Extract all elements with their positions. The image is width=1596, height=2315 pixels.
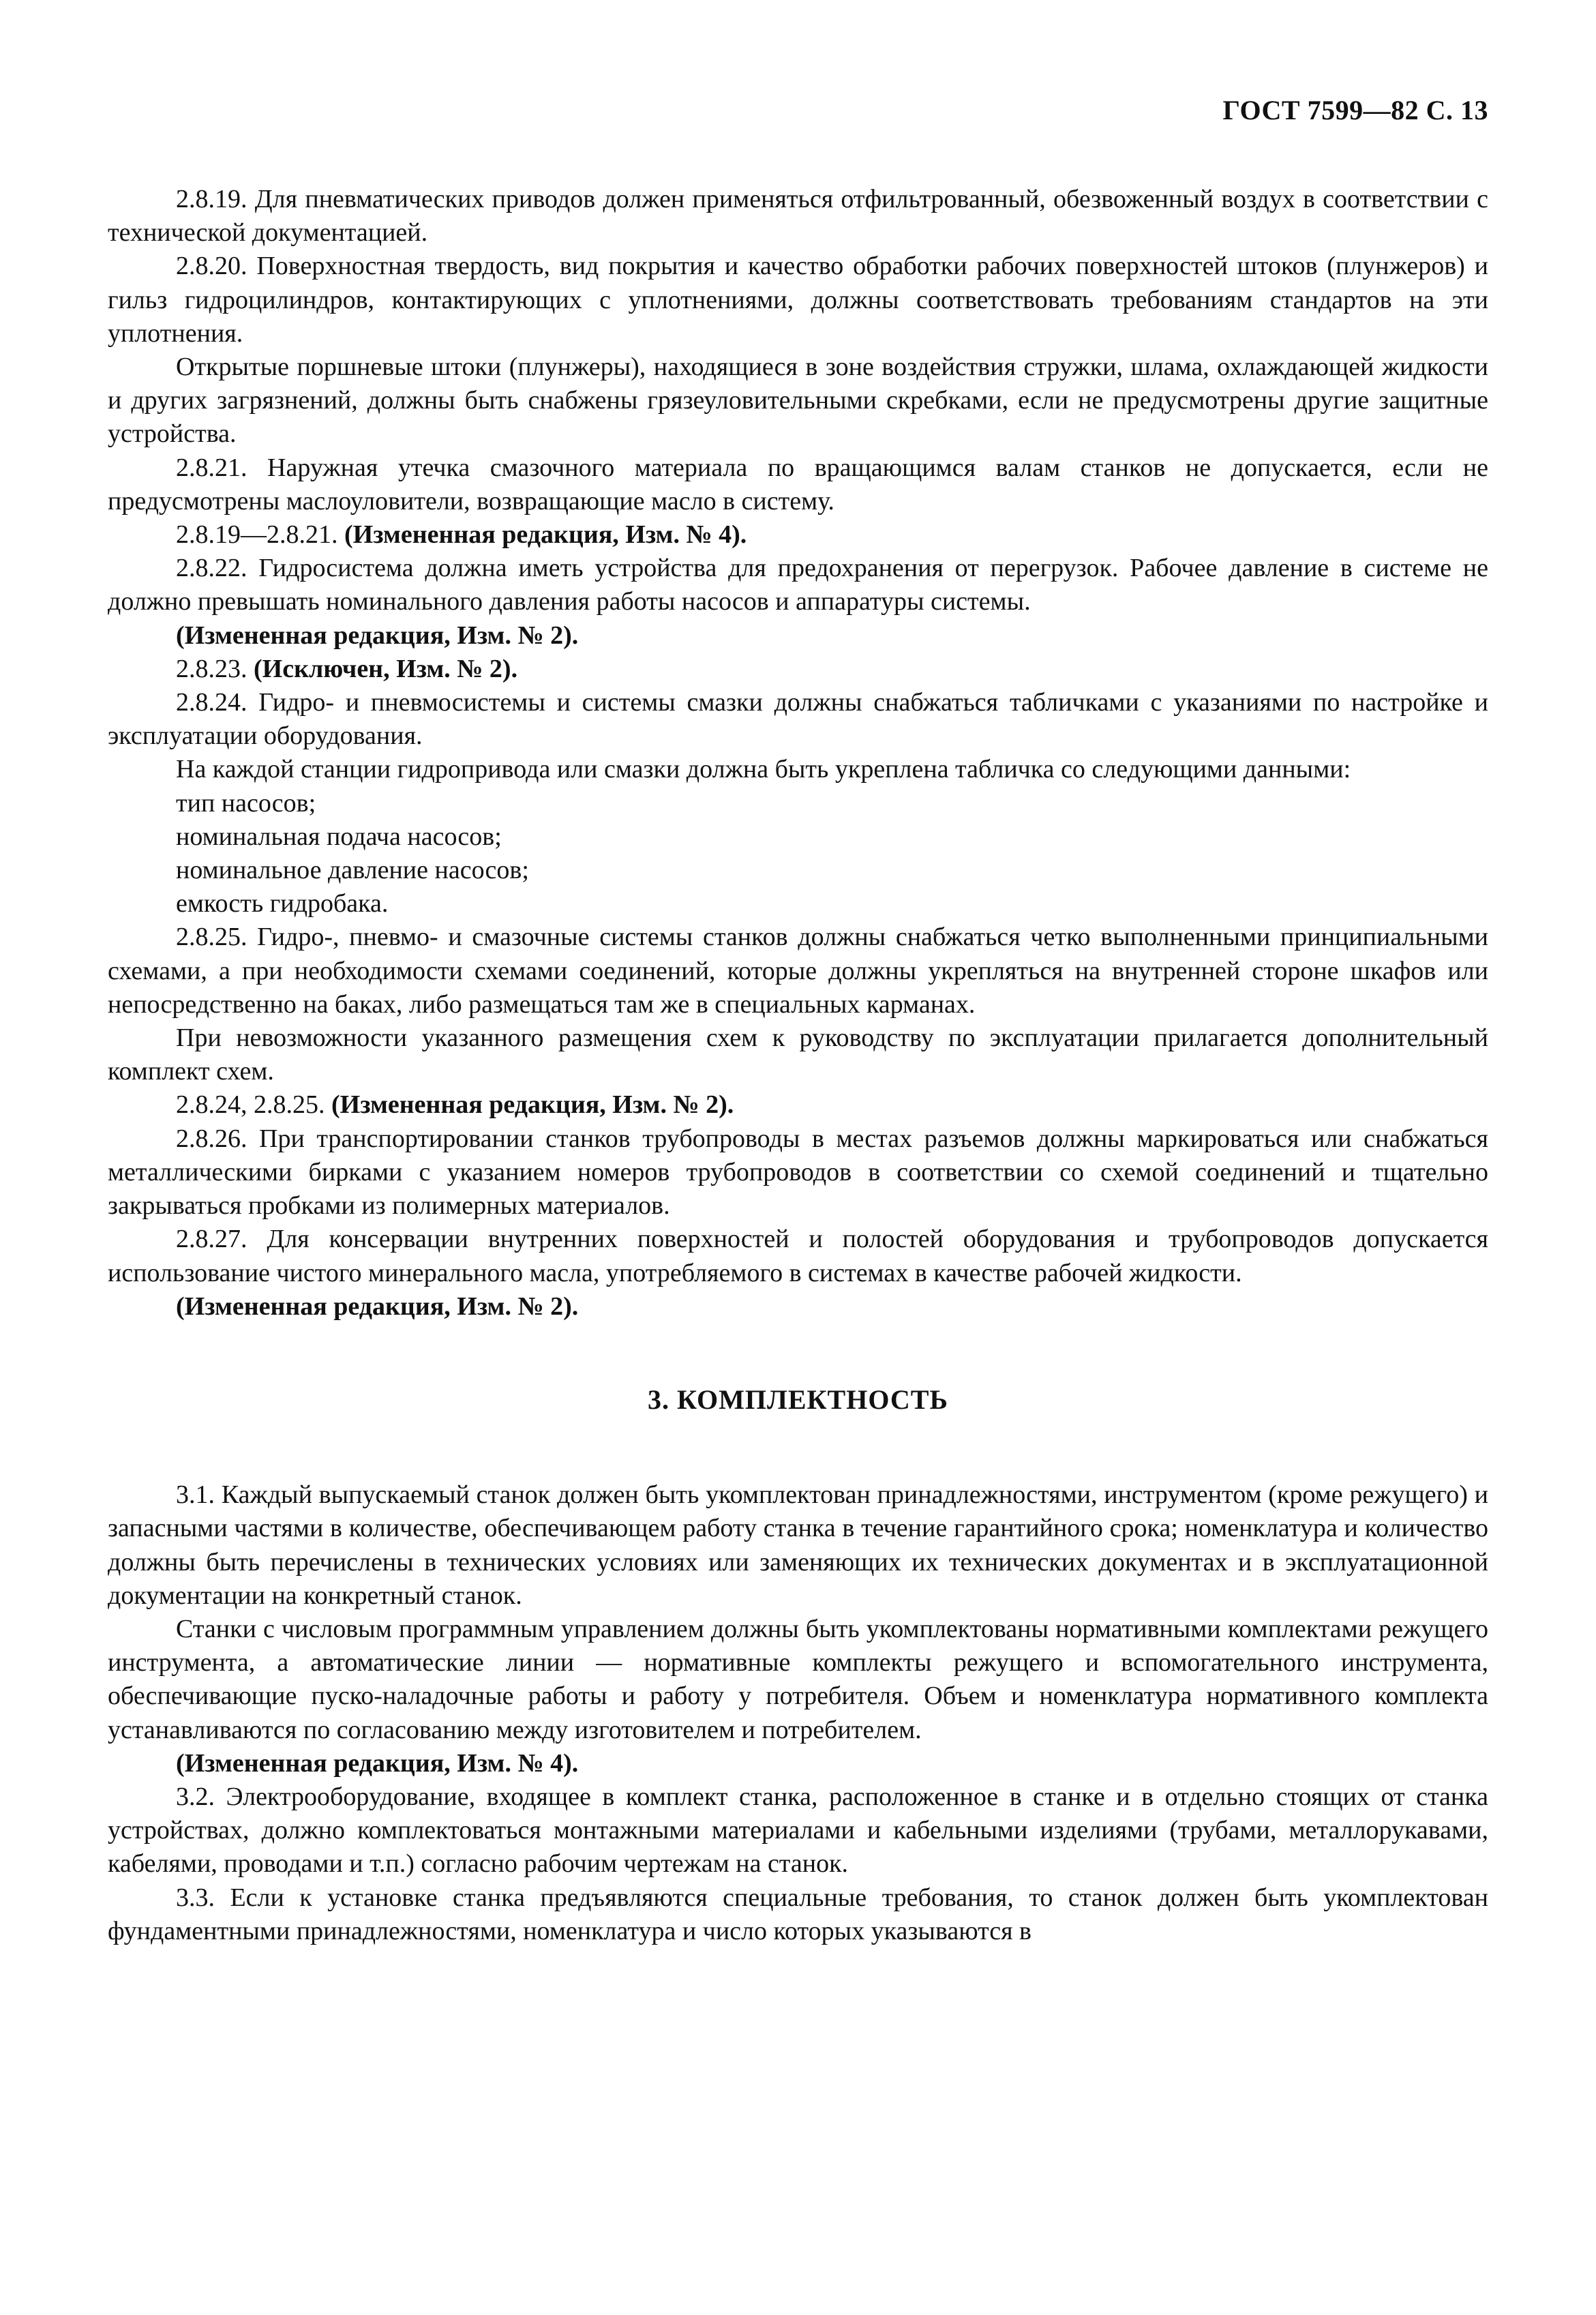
paragraph-text: 2.8.24. Гидро- и пневмосистемы и системы смазки должны снабжаться табличками с указаниями по настройке и эксплуатации оборудования. [108, 688, 1488, 751]
paragraph-text: 2.8.27. Для консервации внутренних поверхностей и полостей оборудования и трубопроводов допускается использование чистого минерального масла, употребляемого в системах в качестве рабочей жидкости. [108, 1225, 1488, 1287]
amendment-note: (Измененная редакция, Изм. № 4). [344, 520, 747, 550]
paragraph [108, 1122, 1488, 1223]
paragraph-text: Станки с числовым программным управлением должны быть укомплектованы нормативными комплектами режущего инструмента, а автоматические линии — нормативные комплекты режущего и вспомогательного инструмента, обеспечивающие пуско-наладочные работы и работу у потребителя. Объем и номенклатура нормативного комплекта устанавливаются по согласованию между изготовителем и потребителем. [108, 1614, 1488, 1744]
paragraph [108, 1478, 1488, 1613]
paragraph [108, 1021, 1488, 1088]
paragraph-text: 2.8.21. Наружная утечка смазочного материала по вращающимся валам станков не допускается, если не предусмотрены маслоуловители, возвращающие масло в систему. [108, 453, 1488, 516]
paragraph-text: тип насосов; [176, 788, 316, 818]
paragraph-text: 2.8.19. Для пневматических приводов должен применяться отфильтрованный, обезвоженный воздух в соответствии с технической документацией. [108, 185, 1488, 248]
paragraph [108, 1290, 1488, 1324]
paragraph-text: емкость гидробака. [176, 889, 389, 918]
paragraph [108, 1780, 1488, 1881]
paragraph-text: При невозможности указанного размещения схем к руководству по эксплуатации прилагается дополнительный комплект схем. [108, 1024, 1488, 1086]
paragraph-text: На каждой станции гидропривода или смазки должна быть укреплена табличка со следующими данными: [176, 755, 1351, 784]
paragraph [108, 552, 1488, 618]
list-item [108, 854, 1488, 887]
paragraph [108, 1223, 1488, 1289]
list-item [108, 787, 1488, 820]
paragraph [108, 921, 1488, 1021]
paragraph [108, 753, 1488, 786]
paragraph [108, 1881, 1488, 1948]
paragraph-text: номинальное давление насосов; [176, 856, 529, 885]
paragraph [108, 619, 1488, 653]
document-body [108, 183, 1488, 1948]
section-title: 3. КОМПЛЕКТНОСТЬ [648, 1384, 948, 1415]
paragraph-text: 2.8.26. При транспортировании станков трубопроводы в местах разъемов должны маркироваться или снабжаться металлическими бирками с указанием номеров трубопроводов в соответствии со схемой соединений и тщательно закрываться пробками из полимерных материалов. [108, 1124, 1488, 1221]
amendment-note: (Измененная редакция, Изм. № 2). [176, 621, 579, 650]
paragraph [108, 183, 1488, 250]
paragraph-text: 2.8.24, 2.8.25. [176, 1090, 331, 1120]
paragraph [108, 250, 1488, 350]
paragraph [108, 653, 1488, 686]
paragraph-text: 3.1. Каждый выпускаемый станок должен быть укомплектован принадлежностями, инструментом (кроме режущего) и запасными частями в количестве, обеспечивающем работу станка в течение гарантийного срока; номенклатура и количество должны быть перечислены в технических условиях или заменяющих их технических документах и в эксплуатационной документации на конкретный станок. [108, 1480, 1488, 1610]
paragraph-text: 2.8.25. Гидро-, пневмо- и смазочные системы станков должны снабжаться четко выполненными принципиальными схемами, а при необходимости схемами соединений, которые должны укрепляться на внутренней стороне шкафов или непосредственно на баках, либо размещаться там же в специальных карманах. [108, 923, 1488, 1019]
list-item [108, 820, 1488, 854]
paragraph-text: 2.8.19—2.8.21. [176, 520, 344, 550]
paragraph-text: 2.8.22. Гидросистема должна иметь устройства для предохранения от перегрузок. Рабочее давление в системе не должно превышать номинального давления работы насосов и аппаратуры системы. [108, 554, 1488, 616]
paragraph [108, 518, 1488, 552]
amendment-note: (Измененная редакция, Изм. № 2). [331, 1090, 734, 1120]
paragraph-text: 3.3. Если к установке станка предъявляются специальные требования, то станок должен быть укомплектован фундаментными принадлежностями, номенклатура и число которых указываются в [108, 1883, 1488, 1945]
paragraph [108, 1088, 1488, 1122]
paragraph-text: 2.8.20. Поверхностная твердость, вид покрытия и качество обработки рабочих поверхностей штоков (плунжеров) и гильз гидроцилиндров, контактирующих с уплотнениями, должны соответствовать требованиям стандартов на эти уплотнения. [108, 252, 1488, 348]
paragraph [108, 1747, 1488, 1780]
document-page [108, 0, 1488, 2315]
paragraph-text: Открытые поршневые штоки (плунжеры), находящиеся в зоне воздействия стружки, шлама, охлаждающей жидкости и других загрязнений, должны быть снабжены грязеуловительными скребками, если не предусмотрены другие защитные устройства. [108, 353, 1488, 449]
paragraph [108, 1613, 1488, 1747]
amendment-note: (Измененная редакция, Изм. № 2). [176, 1291, 579, 1321]
paragraph [108, 451, 1488, 518]
paragraph [108, 350, 1488, 451]
amendment-note: (Измененная редакция, Изм. № 4). [176, 1748, 579, 1778]
paragraph-text: 3.2. Электрооборудование, входящее в комплект станка, расположенное в станке и в отдельно стоящих от станка устройствах, должно комплектоваться монтажными материалами и кабельными изделиями (трубами, металлорукавами, кабелями, проводами и т.п.) согласно рабочим чертежам на станок. [108, 1782, 1488, 1879]
paragraph-text: 2.8.23. [176, 654, 254, 683]
running-header: ГОСТ 7599—82 С. 13 [1222, 95, 1488, 125]
paragraph [108, 686, 1488, 753]
list-item [108, 887, 1488, 921]
paragraph-text: номинальная подача насосов; [176, 822, 502, 851]
amendment-note: (Исключен, Изм. № 2). [254, 654, 518, 683]
